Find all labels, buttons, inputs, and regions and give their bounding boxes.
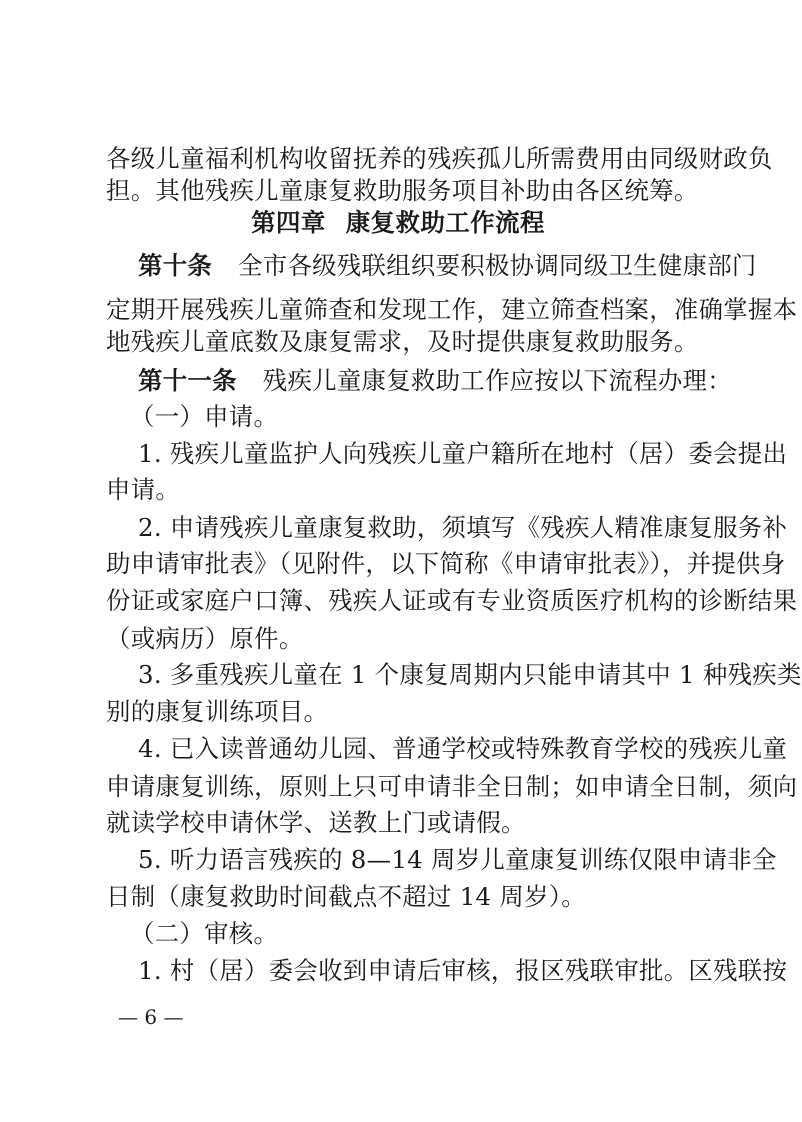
page-number: — 6 — xyxy=(118,1005,184,1029)
chapter-heading xyxy=(106,203,690,243)
body-line: 1. 村（居）委会收到申请后审核，报区残联审批。区残联按 xyxy=(138,956,788,985)
article-11-text: 残疾儿童康复救助工作应按以下流程办理： xyxy=(262,366,732,395)
body-line: 3. 多重残疾儿童在 1 个康复周期内只能申请其中 1 种残疾类 xyxy=(138,660,802,689)
body-line: 4. 已入读普通幼儿园、普通学校或特殊教育学校的残疾儿童 xyxy=(138,734,788,763)
article-11-line-1 xyxy=(138,361,732,401)
body-line: 地残疾儿童底数及康复需求，及时提供康复救助服务。 xyxy=(106,327,699,356)
chapter-number: 第四章 xyxy=(251,208,326,237)
body-line: 1. 残疾儿童监护人向残疾儿童户籍所在地村（居）委会提出 xyxy=(138,439,788,468)
chapter-title: 康复救助工作流程 xyxy=(345,208,545,237)
body-line: （或病历）原件。 xyxy=(106,624,304,653)
section-heading-apply: （一）申请。 xyxy=(130,402,279,431)
article-10-label: 第十条 xyxy=(138,251,213,280)
body-line: 别的康复训练项目。 xyxy=(106,697,329,726)
body-line: 就读学校申请休学、送教上门或请假。 xyxy=(106,808,526,837)
body-line: 各级儿童福利机构收留抚养的残疾孤儿所需费用由同级财政负 xyxy=(106,144,773,173)
body-line: 定期开展残疾儿童筛查和发现工作，建立筛查档案，准确掌握本 xyxy=(106,295,798,324)
body-line: 助申请审批表》（见附件，以下简称《申请审批表》），并提供身 xyxy=(106,549,786,578)
body-line: 申请康复训练，原则上只可申请非全日制；如申请全日制，须向 xyxy=(106,772,798,801)
body-line: 申请。 xyxy=(106,475,181,504)
article-10-text: 全市各级残联组织要积极协调同级卫生健康部门 xyxy=(238,251,757,280)
body-line: 份证或家庭户口簿、残疾人证或有专业资质医疗机构的诊断结果 xyxy=(106,586,798,615)
body-line: 担。其他残疾儿童康复救助服务项目补助由各区统筹。 xyxy=(106,176,699,205)
body-line: 日制（康复救助时间截点不超过 14 周岁）。 xyxy=(106,882,586,911)
article-11-label: 第十一条 xyxy=(138,366,237,395)
body-line: 5. 听力语言残疾的 8—14 周岁儿童康复训练仅限申请非全 xyxy=(138,845,777,874)
article-10-line-1 xyxy=(138,246,757,286)
body-line: 2. 申请残疾儿童康复救助，须填写《残疾人精准康复服务补 xyxy=(138,513,788,542)
section-heading-review: （二）审核。 xyxy=(130,919,279,948)
